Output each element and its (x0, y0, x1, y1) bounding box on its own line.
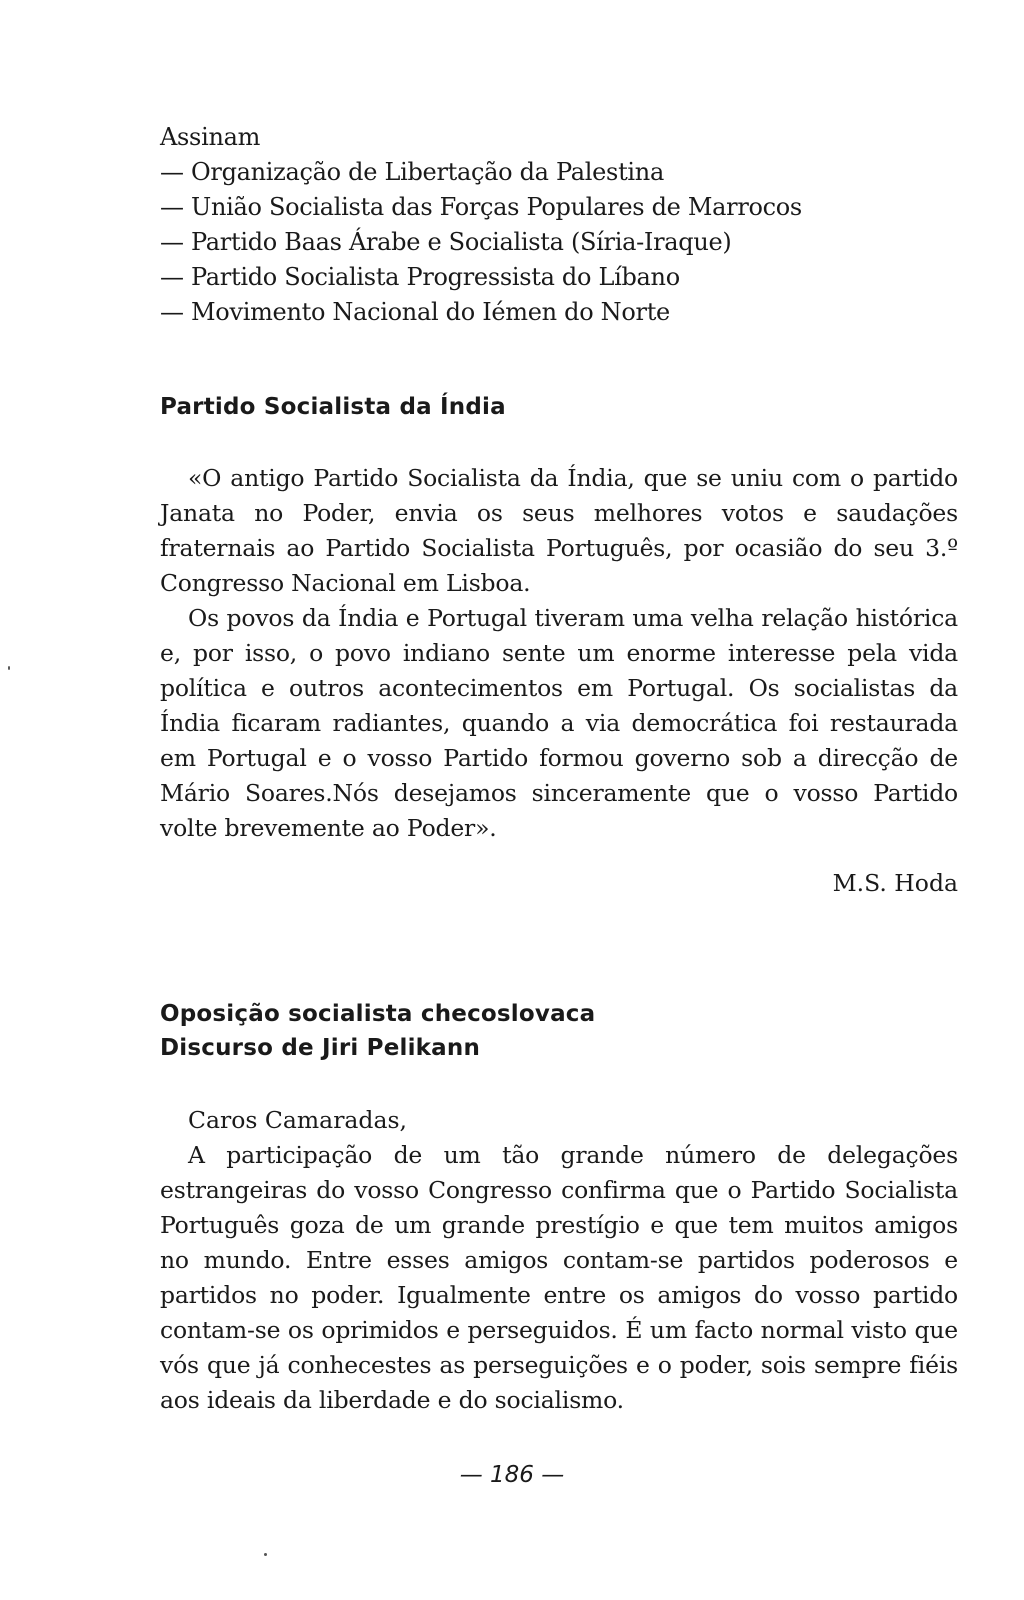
india-signature: M.S. Hoda (832, 869, 958, 897)
signatory-item: — Movimento Nacional do Iémen do Norte (160, 298, 670, 326)
section-title-india: Partido Socialista da Índia (160, 394, 506, 420)
signatories-heading: Assinam (160, 123, 261, 151)
india-paragraph: «O antigo Partido Socialista da Índia, que se uniu com o partido Janata no Poder, envia os seus melhores votos e saudações fraternais ao Partido Socialista Português, por ocasião do seu 3.º Congresso Nacional em Lisboa. (160, 464, 958, 597)
section-title-czech-line2: Discurso de Jiri Pelikann (160, 1035, 481, 1061)
signatory-item: — Partido Baas Árabe e Socialista (Síria-Iraque) (160, 228, 732, 256)
signatory-item: — Organização de Libertação da Palestina (160, 158, 664, 186)
section-title-czech-line1: Oposição socialista checoslovaca (160, 1001, 596, 1027)
scan-speck (8, 666, 10, 670)
india-message (160, 461, 958, 846)
india-paragraph: Os povos da Índia e Portugal tiveram uma velha relação histórica e, por isso, o povo indiano sente um enorme interesse pela vida política e outros acontecimentos em Portugal. Os socialistas da Índia ficaram radiantes, quando a via democrática foi restaurada em Portugal e o vosso Partido formou governo sob a direcção de Mário Soares.Nós desejamos sinceramente que o vosso Partido volte brevemente ao Poder». (160, 604, 958, 842)
signatory-item: — União Socialista das Forças Populares de Marrocos (160, 193, 802, 221)
section-title-czech (160, 997, 958, 1065)
document-page (160, 120, 958, 1418)
czech-paragraph: A participação de um tão grande número de delegações estrangeiras do vosso Congresso confirma que o Partido Socialista Português goza de um grande prestígio e que tem muitos amigos no mundo. Entre esses amigos contam-se partidos poderosos e partidos no poder. Igualmente entre os amigos do vosso partido contam-se os oprimidos e perseguidos. É um facto normal visto que vós que já conhecestes as perseguições e o poder, sois sempre fiéis aos ideais da liberdade e do socialismo. (160, 1141, 958, 1414)
page-number: — 186 — (459, 1462, 565, 1488)
signatories-list (160, 120, 958, 330)
czech-salutation: Caros Camaradas, (188, 1106, 408, 1134)
signatory-item: — Partido Socialista Progressista do Líbano (160, 263, 680, 291)
scan-speck (264, 1553, 267, 1556)
